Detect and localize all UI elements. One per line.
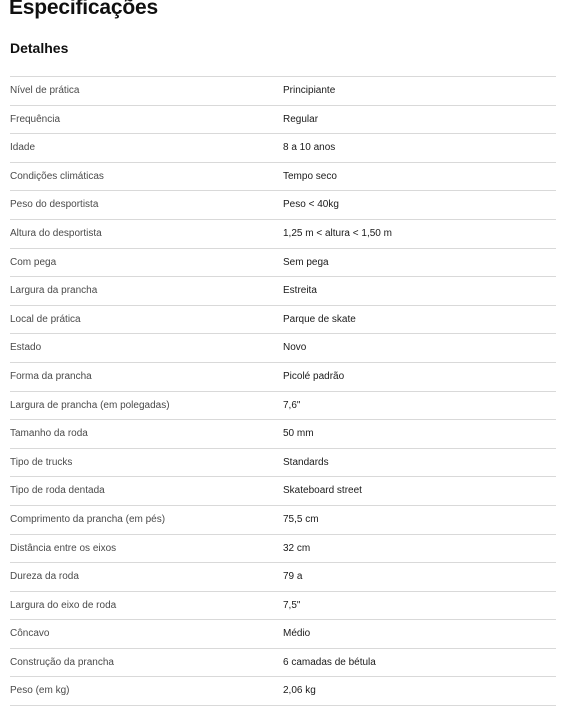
spec-row [10, 163, 556, 192]
spec-label: Construção da prancha [10, 656, 114, 668]
spec-value: Novo [283, 342, 307, 354]
spec-value: 6 camadas de bétula [283, 656, 376, 668]
spec-row [10, 191, 556, 220]
spec-row [10, 563, 556, 592]
spec-label: Peso do desportista [10, 199, 99, 211]
spec-label: Largura do eixo de roda [10, 599, 117, 611]
spec-value: Estreita [283, 285, 317, 297]
spec-label: Condições climáticas [10, 170, 104, 182]
spec-label: Distância entre os eixos [10, 542, 117, 554]
spec-label: Estado [10, 342, 42, 354]
spec-label: Comprimento da prancha (em pés) [10, 513, 166, 525]
spec-row [10, 677, 556, 706]
spec-label: Côncavo [10, 628, 50, 640]
spec-label: Forma da prancha [10, 370, 92, 382]
spec-value: Sem pega [283, 256, 329, 268]
spec-row [10, 306, 556, 335]
spec-value: 7,6" [283, 399, 301, 411]
spec-value: Skateboard street [283, 485, 362, 497]
spec-label: Nível de prática [10, 85, 80, 96]
spec-row [10, 220, 556, 249]
spec-label: Tipo de roda dentada [10, 485, 105, 497]
spec-value: Principiante [283, 85, 336, 96]
spec-label: Dureza da roda [10, 571, 79, 583]
spec-label: Tipo de trucks [10, 456, 73, 468]
spec-row [10, 277, 556, 306]
spec-row [10, 649, 556, 678]
spec-label: Altura do desportista [10, 227, 102, 239]
spec-value: 32 cm [283, 542, 311, 554]
spec-row [10, 620, 556, 649]
spec-label: Com pega [10, 256, 57, 268]
spec-row [10, 535, 556, 564]
spec-row [10, 77, 556, 106]
spec-label: Idade [10, 142, 36, 154]
spec-value: 79 a [283, 571, 303, 583]
spec-label: Frequência [10, 113, 61, 125]
spec-value: 1,25 m < altura < 1,50 m [283, 227, 392, 239]
spec-label: Local de prática [10, 313, 81, 325]
spec-row [10, 249, 556, 278]
spec-value: 2,06 kg [283, 685, 316, 697]
section-title-details: Detalhes [10, 40, 69, 56]
spec-value: Regular [283, 113, 319, 125]
spec-value: Médio [283, 628, 311, 640]
spec-value: Parque de skate [283, 313, 356, 325]
spec-value: 7,5" [283, 599, 301, 611]
spec-value: Standards [283, 456, 329, 468]
spec-row [10, 449, 556, 478]
spec-row [10, 106, 556, 135]
spec-value: Peso < 40kg [283, 199, 339, 211]
spec-label: Largura de prancha (em polegadas) [10, 399, 170, 411]
spec-label: Tamanho da roda [10, 428, 88, 440]
spec-row [10, 420, 556, 449]
spec-value: 8 a 10 anos [283, 142, 336, 154]
spec-row [10, 392, 556, 421]
spec-value: Tempo seco [283, 170, 337, 182]
spec-value: Picolé padrão [283, 370, 345, 382]
spec-row [10, 506, 556, 535]
spec-row [10, 592, 556, 621]
spec-row [10, 134, 556, 163]
spec-row [10, 334, 556, 363]
spec-value: 50 mm [283, 428, 314, 440]
spec-label: Peso (em kg) [10, 685, 70, 697]
spec-value: 75,5 cm [283, 513, 319, 525]
page-title: Especificações [9, 0, 158, 19]
spec-row [10, 363, 556, 392]
spec-table [10, 76, 556, 706]
spec-label: Largura da prancha [10, 285, 98, 297]
spec-row [10, 477, 556, 506]
